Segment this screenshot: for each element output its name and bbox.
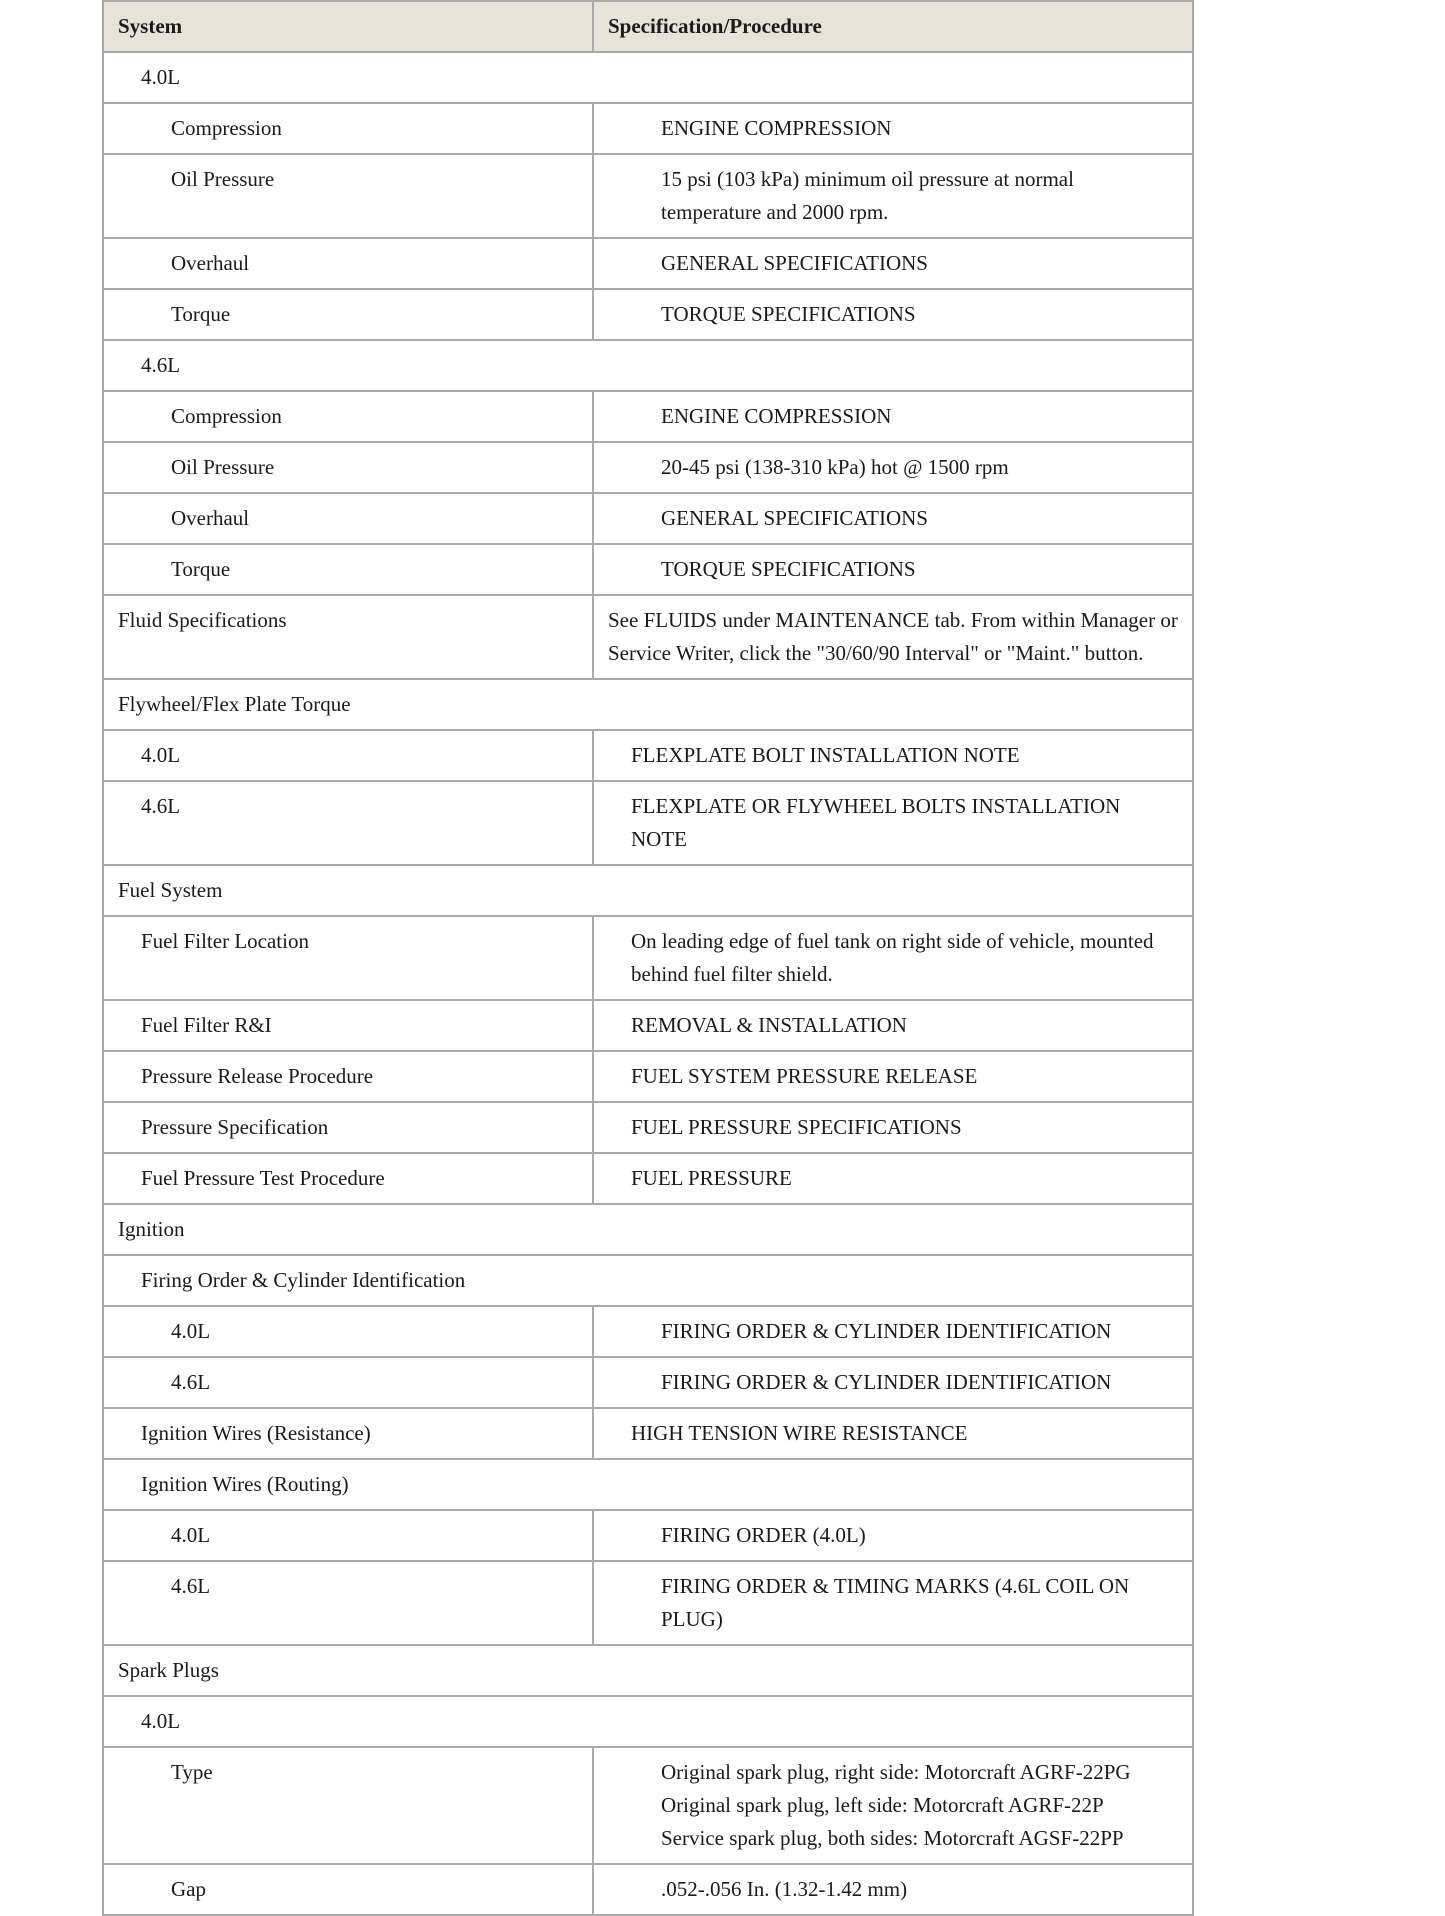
table-row — [103, 1747, 1193, 1864]
system-cell: Fuel Pressure Test Procedure — [103, 1153, 593, 1204]
spec-cell: HIGH TENSION WIRE RESISTANCE — [593, 1408, 1193, 1459]
system-cell: Overhaul — [103, 493, 593, 544]
table-row — [103, 544, 1193, 595]
section-row — [103, 1204, 1193, 1255]
spec-cell: GENERAL SPECIFICATIONS — [593, 238, 1193, 289]
section-row — [103, 1459, 1193, 1510]
system-cell: 4.6L — [103, 1561, 593, 1645]
section-label: Ignition — [103, 1204, 1193, 1255]
spec-cell: FIRING ORDER & TIMING MARKS (4.6L COIL ON PLUG) — [593, 1561, 1193, 1645]
system-cell: Type — [103, 1747, 593, 1864]
system-cell: Torque — [103, 289, 593, 340]
system-cell: Fuel Filter Location — [103, 916, 593, 1000]
section-row — [103, 1696, 1193, 1747]
spec-cell: FUEL PRESSURE SPECIFICATIONS — [593, 1102, 1193, 1153]
system-cell: Pressure Specification — [103, 1102, 593, 1153]
spec-cell: FIRING ORDER & CYLINDER IDENTIFICATION — [593, 1357, 1193, 1408]
system-cell: Fluid Specifications — [103, 595, 593, 679]
section-label: Spark Plugs — [103, 1645, 1193, 1696]
spec-cell: ENGINE COMPRESSION — [593, 103, 1193, 154]
spec-table — [102, 0, 1194, 1916]
system-cell: 4.6L — [103, 781, 593, 865]
table-row — [103, 493, 1193, 544]
section-label: Ignition Wires (Routing) — [103, 1459, 1193, 1510]
spec-cell: FIRING ORDER (4.0L) — [593, 1510, 1193, 1561]
system-cell: Compression — [103, 391, 593, 442]
system-cell: Oil Pressure — [103, 154, 593, 238]
table-row — [103, 1561, 1193, 1645]
spec-cell: FUEL SYSTEM PRESSURE RELEASE — [593, 1051, 1193, 1102]
system-cell: Torque — [103, 544, 593, 595]
table-row — [103, 1864, 1193, 1915]
table-row — [103, 1102, 1193, 1153]
system-cell: 4.0L — [103, 1510, 593, 1561]
table-row — [103, 238, 1193, 289]
table-row — [103, 103, 1193, 154]
system-cell: Gap — [103, 1864, 593, 1915]
header-row — [103, 1, 1193, 52]
spec-cell: FLEXPLATE BOLT INSTALLATION NOTE — [593, 730, 1193, 781]
section-label: 4.0L — [103, 52, 1193, 103]
table-row — [103, 1000, 1193, 1051]
section-row — [103, 340, 1193, 391]
section-label: 4.6L — [103, 340, 1193, 391]
system-cell: Oil Pressure — [103, 442, 593, 493]
system-cell: 4.0L — [103, 1306, 593, 1357]
spec-cell: .052-.056 In. (1.32-1.42 mm) — [593, 1864, 1193, 1915]
section-row — [103, 1645, 1193, 1696]
spec-cell: TORQUE SPECIFICATIONS — [593, 544, 1193, 595]
table-row — [103, 595, 1193, 679]
section-label: Firing Order & Cylinder Identification — [103, 1255, 1193, 1306]
system-cell: Pressure Release Procedure — [103, 1051, 593, 1102]
section-row — [103, 52, 1193, 103]
table-row — [103, 442, 1193, 493]
table-row — [103, 154, 1193, 238]
section-label: 4.0L — [103, 1696, 1193, 1747]
system-cell: 4.0L — [103, 730, 593, 781]
header-system: System — [103, 1, 593, 52]
spec-cell: ENGINE COMPRESSION — [593, 391, 1193, 442]
table-row — [103, 391, 1193, 442]
spec-cell: TORQUE SPECIFICATIONS — [593, 289, 1193, 340]
table-row — [103, 1306, 1193, 1357]
table-row — [103, 1153, 1193, 1204]
section-row — [103, 679, 1193, 730]
section-row — [103, 865, 1193, 916]
table-row — [103, 1051, 1193, 1102]
system-cell: Overhaul — [103, 238, 593, 289]
table-row — [103, 289, 1193, 340]
system-cell: 4.6L — [103, 1357, 593, 1408]
spec-cell: See FLUIDS under MAINTENANCE tab. From within Manager or Service Writer, click the "30/60/90 Interval" or "Maint." button. — [593, 595, 1193, 679]
table-row — [103, 916, 1193, 1000]
system-cell: Compression — [103, 103, 593, 154]
section-label: Fuel System — [103, 865, 1193, 916]
spec-cell: FUEL PRESSURE — [593, 1153, 1193, 1204]
table-row — [103, 1510, 1193, 1561]
spec-cell: 20-45 psi (138-310 kPa) hot @ 1500 rpm — [593, 442, 1193, 493]
spec-cell: FLEXPLATE OR FLYWHEEL BOLTS INSTALLATION NOTE — [593, 781, 1193, 865]
table-row — [103, 781, 1193, 865]
spec-cell: REMOVAL & INSTALLATION — [593, 1000, 1193, 1051]
spec-cell: GENERAL SPECIFICATIONS — [593, 493, 1193, 544]
section-label: Flywheel/Flex Plate Torque — [103, 679, 1193, 730]
system-cell: Fuel Filter R&I — [103, 1000, 593, 1051]
spec-cell: On leading edge of fuel tank on right side of vehicle, mounted behind fuel filter shield. — [593, 916, 1193, 1000]
table-row — [103, 1408, 1193, 1459]
spec-cell: Original spark plug, right side: Motorcraft AGRF-22PG Original spark plug, left side: Motorcraft AGRF-22P Service spark plug, both sides: Motorcraft AGSF-22PP — [593, 1747, 1193, 1864]
table-row — [103, 1357, 1193, 1408]
spec-cell: FIRING ORDER & CYLINDER IDENTIFICATION — [593, 1306, 1193, 1357]
system-cell: Ignition Wires (Resistance) — [103, 1408, 593, 1459]
header-spec: Specification/Procedure — [593, 1, 1193, 52]
section-row — [103, 1255, 1193, 1306]
spec-cell: 15 psi (103 kPa) minimum oil pressure at normal temperature and 2000 rpm. — [593, 154, 1193, 238]
table-row — [103, 730, 1193, 781]
